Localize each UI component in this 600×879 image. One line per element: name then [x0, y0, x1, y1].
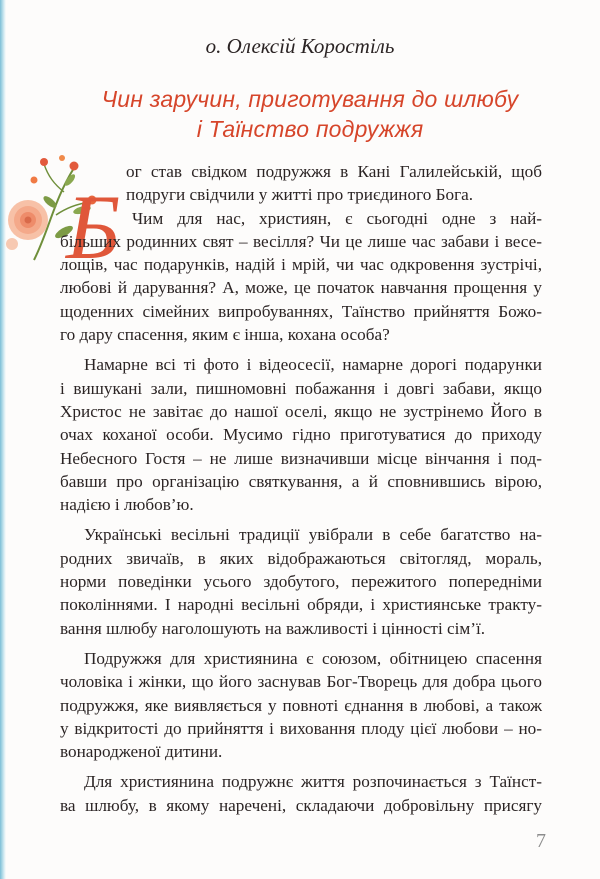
text-line: Для християнина подружнє життя розпочинається з Таїнст- [84, 772, 542, 792]
text-line: Небесного Гостя – не лише визначивши місце вінчання і под- [60, 448, 542, 468]
body-text [60, 160, 542, 817]
chapter-title-line-2: і Таїнство подружжя [196, 116, 424, 142]
text-line: і вишукані зали, пишномовні побажання і довгі забави, якщо [60, 378, 542, 398]
text-line: подружжя, яке виявляється у повноті єднання в любові, а також [60, 695, 542, 715]
text-line: ва шлюбу, в якому наречені, складаючи добровільну присягу [60, 795, 542, 815]
text-line: лощів, час подарунків, надій і мрій, чи час одкровення зустрічі, [60, 255, 542, 275]
text-line: родних звичаїв, в яких відображаються світогляд, мораль, [60, 548, 542, 568]
text-line: очах коханої особи. Мусимо гідно приготуватися до приходу [60, 425, 542, 445]
text-line: го дару спасення, яким є інша, кохана особа? [60, 325, 390, 345]
text-line: подруги свідчили у житті про триєдиного Бога. [126, 185, 474, 205]
text-line: більших родинних свят – весілля? Чи це лише час забави і весе- [60, 231, 542, 251]
text-line: Намарне всі ті фото і відеосесії, намарне дорогі подарунки [84, 355, 542, 375]
author-name: о. Олексій Коростіль [205, 34, 395, 58]
text-line: у відкритості до прийняття і виховання плоду цієї любови – но- [60, 718, 542, 738]
drop-cap: Б [66, 176, 121, 278]
text-line: норми поведінки усього здобутого, пережитого попередніми [60, 572, 542, 592]
text-line: Українські весільні традиції увібрали в себе багатство на- [84, 525, 542, 545]
text-line: надією і любов’ю. [60, 495, 194, 515]
text-line: Чим для нас, християн, є сьогодні одне з най- [132, 208, 542, 228]
chapter-title [60, 84, 560, 144]
text-line: ог став свідком подружжя в Кані Галилейській, щоб [126, 162, 542, 181]
page-edge [0, 0, 6, 879]
text-line: чоловіка і жінки, що його заснував Бог-Творець для добра цього [60, 672, 542, 692]
text-line: вонародженої дитини. [60, 742, 223, 762]
text-line: вання шлюбу наголошують на важливості і цінності сім’ї. [60, 618, 486, 638]
text-line: Подружжя для християнина є союзом, обітницею спасення [84, 648, 542, 668]
text-line: Христос не завітає до нашої оселі, якщо не зустрінемо Його в [60, 401, 542, 421]
text-line: поколіннями. І народні весільні обряди, і християнське тракту- [60, 595, 542, 615]
page-number: 7 [536, 830, 546, 852]
text-line: бавши про організацію святкування, а й сповнившись вірою, [60, 471, 542, 491]
chapter-title-line-1: Чин заручин, приготування до шлюбу [101, 86, 519, 112]
text-line: любові й дарування? А, може, це початок навчання прощення у [60, 278, 542, 298]
text-line: щоденних сімейних випробуваннях, Таїнство прийняття Божо- [60, 301, 542, 321]
